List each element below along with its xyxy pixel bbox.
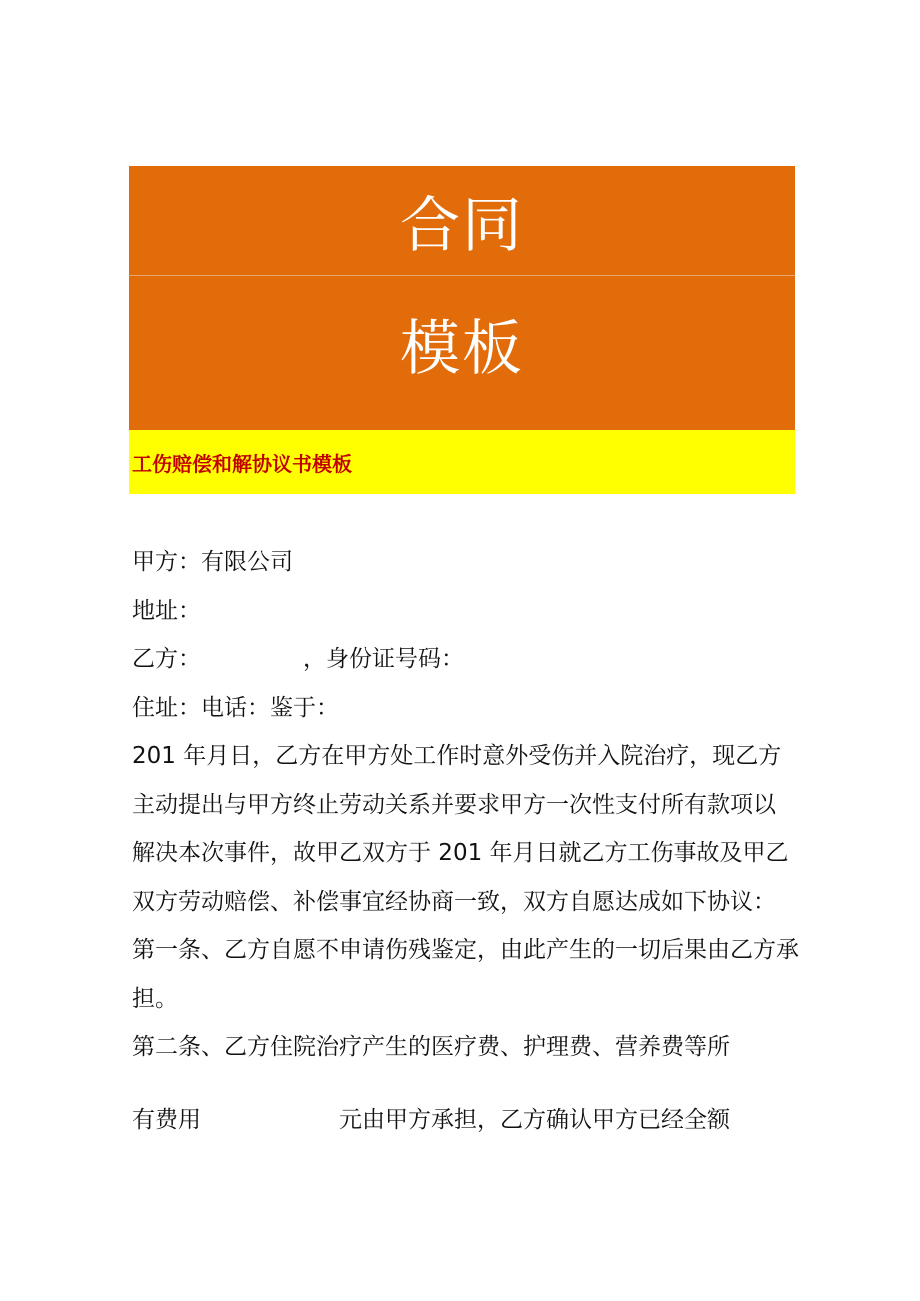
title-banner [129,166,795,430]
article-2-fees-label: 有费用 [132,1106,201,1133]
paragraph-line: 主动提出与甲方终止劳动关系并要求甲方一次性支付所有款项以 [132,791,776,818]
party-b-id-label: ，身份证号码： [303,646,464,672]
party-b-label: 乙方： [132,646,201,672]
article-1-line: 第一条、乙方自愿不申请伤残鉴定，由此产生的一切后果由乙方承 [132,937,799,963]
article-2-line [132,1096,802,1145]
paragraph-line: 201 年月日，乙方在甲方处工作时意外受伤并入院治疗，现乙方 [132,743,782,769]
article-2-line: 第二条、乙方住院治疗产生的医疗费、护理费、营养费等所 [132,1034,730,1060]
article-1-line: 担。 [132,985,178,1012]
paragraph-line: 双方劳动赔偿、补偿事宜经协商一致，双方自愿达成如下协议： [132,888,776,915]
banner-title-line-2: 模板 [400,314,524,384]
article-2-fees-text: 元由甲方承担，乙方确认甲方已经全额 [339,1106,730,1133]
residence-line: 住址：电话：鉴于： [132,694,339,721]
party-a-line: 甲方：有限公司 [132,549,293,575]
party-b-line [132,635,802,684]
paragraph-line: 解决本次事件，故甲乙双方于 201 年月日就乙方工伤事故及甲乙 [132,840,789,866]
subtitle-bar [129,430,795,494]
address-line: 地址： [132,597,201,624]
document-subtitle: 工伤赔偿和解协议书模板 [132,451,352,476]
document-body [132,538,802,1144]
banner-title-line-1: 合同 [129,166,795,276]
